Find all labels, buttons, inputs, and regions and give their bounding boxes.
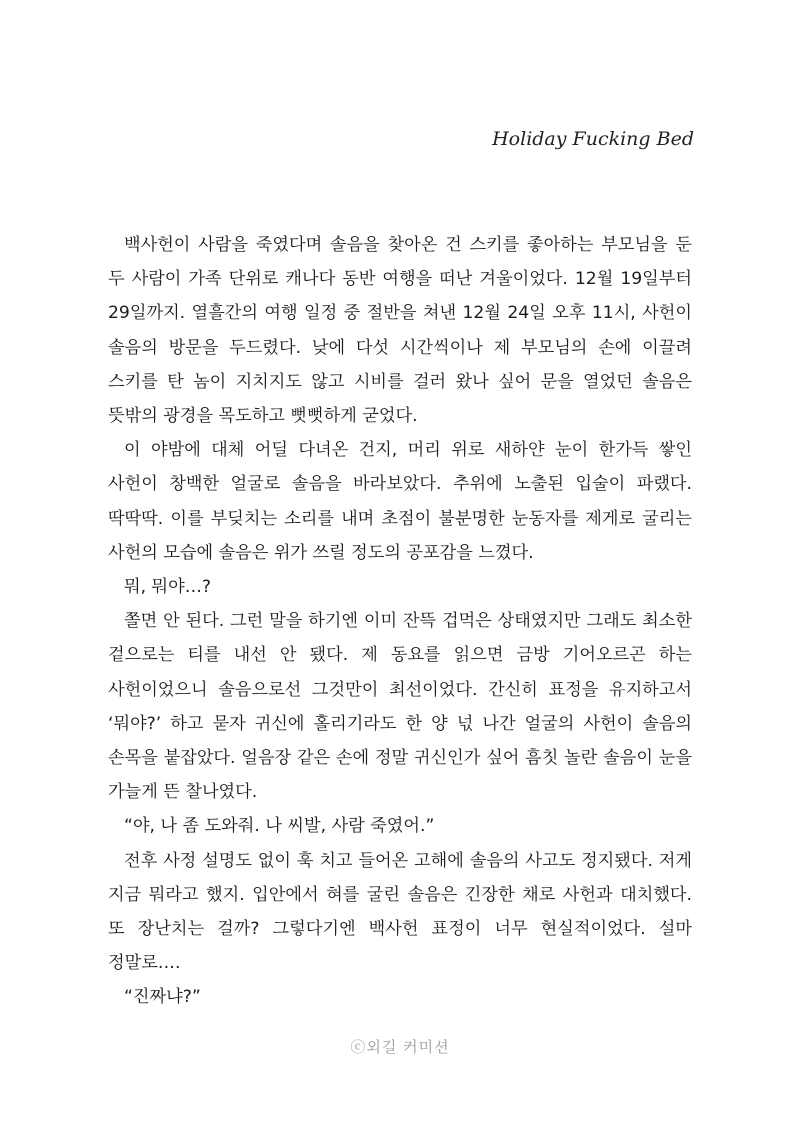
paragraph: 뭐, 뭐야…? (124, 577, 212, 598)
running-header-title: Holiday Fucking Bed (492, 128, 694, 150)
body-text (108, 228, 692, 1015)
dialogue-line: “야, 나 좀 도와줘. 나 씨발, 사람 죽였어.” (124, 816, 435, 837)
paragraph: 쫄면 안 된다. 그런 말을 하기엔 이미 잔뜩 겁먹은 상태였지만 그래도 최소한 겉으로는 티를 내선 안 됐다. 제 동요를 읽으면 금방 기어오르곤 하는 사헌이었으니 솔음으로선 그것만이 최선이었다. 간신히 표정을 유지하고서 ‘뭐야?’ 하고 묻자 귀신에 홀리기라도 한 양 넋 나간 얼굴의 사헌이 솔음의 손목을 붙잡았다. 얼음장 같은 손에 정말 귀신인가 싶어 흠칫 놀란 솔음이 눈을 가늘게 뜬 찰나였다. (108, 611, 692, 803)
paragraph: 백사헌이 사람을 죽였다며 솔음을 찾아온 건 스키를 좋아하는 부모님을 둔 두 사람이 가족 단위로 캐나다 동반 여행을 떠난 겨울이었다. 12월 19일부터 29일까지. 열흘간의 여행 일정 중 절반을 쳐낸 12월 24일 오후 11시, 사헌이 솔음의 방문을 두드렸다. 낮에 다섯 시간씩이나 제 부모님의 손에 이끌려 스키를 탄 놈이 지치지도 않고 시비를 걸러 왔나 싶어 문을 열었던 솔음은 뜻밖의 광경을 목도하고 뻣뻣하게 굳었다. (108, 235, 692, 427)
paragraph: 전후 사정 설명도 없이 훅 치고 들어온 고해에 솔음의 사고도 정지됐다. 저게 지금 뭐라고 했지. 입안에서 혀를 굴린 솔음은 긴장한 채로 사헌과 대치했다. 또 장난치는 걸까? 그렇다기엔 백사헌 표정이 너무 현실적이었다. 설마 정말로…. (108, 850, 692, 974)
dialogue-line: “진짜냐?” (124, 987, 201, 1008)
copyright-footer: ⓒ외길 커미션 (350, 1038, 450, 1056)
paragraph: 이 야밤에 대체 어딜 다녀온 건지, 머리 위로 새하얀 눈이 한가득 쌓인 사헌이 창백한 얼굴로 솔음을 바라보았다. 추위에 노출된 입술이 파랬다. 딱딱딱. 이를 부딪치는 소리를 내며 초점이 불분명한 눈동자를 제게로 굴리는 사헌의 모습에 솔음은 위가 쓰릴 정도의 공포감을 느꼈다. (108, 440, 692, 563)
